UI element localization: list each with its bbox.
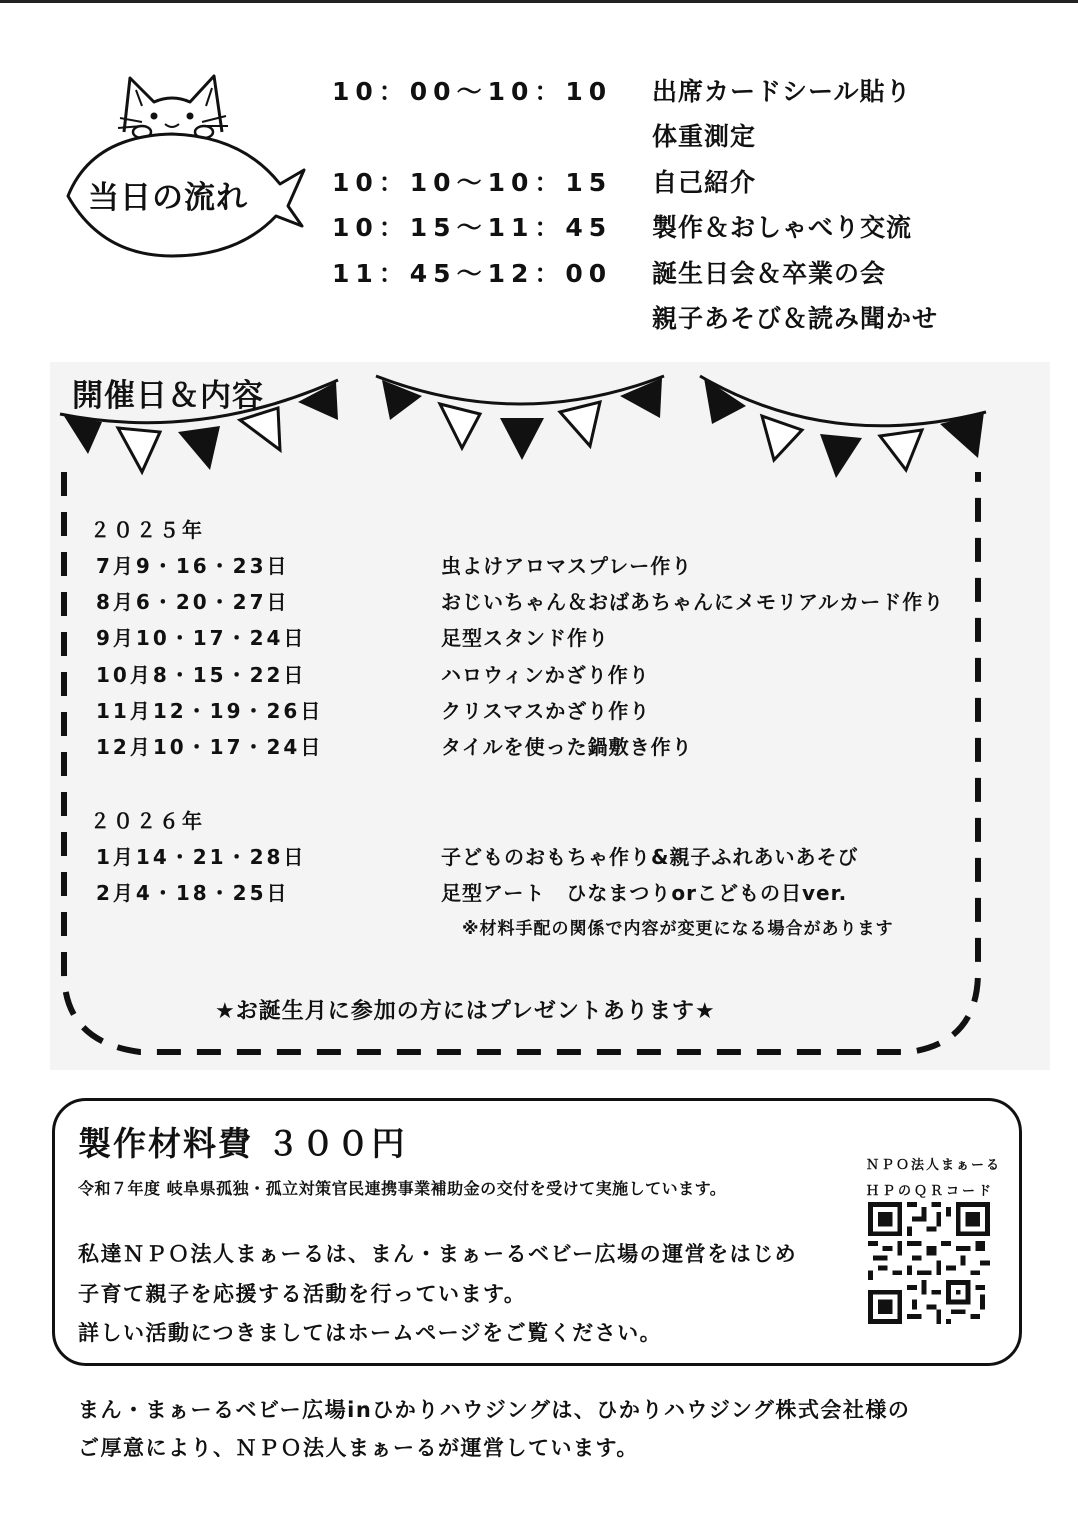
flow-time: 10：00～10：10 — [332, 77, 613, 106]
top-border — [0, 0, 1078, 3]
year-heading: ２０２６年 — [90, 809, 205, 833]
footer-line: まん・まぁーるベビー広場inひかりハウジングは、ひかりハウジング株式会社様の — [78, 1398, 911, 1422]
birthday-gift-notice: ★お誕生月に参加の方にはプレゼントあります★ — [215, 999, 716, 1024]
cat-fish-illustration — [62, 66, 312, 266]
org-description-line: 詳しい活動につきましてはホームページをご覧ください。 — [78, 1321, 663, 1345]
flow-activity: 自己紹介 — [652, 168, 757, 197]
schedule-content: おじいちゃん＆おばあちゃんにメモリアルカード作り — [441, 590, 945, 614]
flow-activity: 誕生日会＆卒業の会 — [652, 259, 887, 288]
subsidy-note: 令和７年度 岐阜県孤独・孤立対策官民連携事業補助金の交付を受けて実施しています。 — [78, 1179, 727, 1198]
schedule-dates: 9月10・17・24日 — [96, 626, 307, 650]
qr-caption: ＮＰＯ法人まぁーる — [866, 1158, 1002, 1173]
change-notice: ※材料手配の関係で内容が変更になる場合があります — [462, 919, 894, 939]
org-description-line: 私達ＮＰＯ法人まぁーるは、まん・まぁーるベビー広場の運営をはじめ — [78, 1242, 798, 1266]
schedule-dates: 8月6・20・27日 — [96, 590, 290, 614]
schedule-dates: 10月8・15・22日 — [96, 663, 307, 687]
schedule-dates: 7月9・16・23日 — [96, 554, 290, 578]
schedule-title: 開催日＆内容 — [72, 378, 264, 414]
flow-activity: 出席カードシール貼り — [652, 77, 912, 106]
schedule-dates: 1月14・21・28日 — [96, 845, 307, 869]
schedule-dates: 11月12・19・26日 — [96, 699, 324, 723]
schedule-content: タイルを使った鍋敷き作り — [441, 735, 693, 759]
schedule-content: 足型アート ひなまつりorこどもの日ver. — [441, 881, 848, 905]
schedule-content: 足型スタンド作り — [441, 626, 609, 650]
schedule-content: ハロウィンかざり作り — [441, 663, 650, 687]
qr-code-icon[interactable] — [868, 1202, 990, 1324]
flow-activity: 体重測定 — [652, 122, 757, 151]
schedule-dates: 2月4・18・25日 — [96, 881, 290, 905]
material-fee: 製作材料費 ３００円 — [78, 1124, 407, 1163]
schedule-content: クリスマスかざり作り — [441, 699, 651, 723]
flow-time: 10：10～10：15 — [332, 168, 613, 197]
schedule-dates: 12月10・17・24日 — [96, 735, 324, 759]
flow-title: 当日の流れ — [88, 180, 248, 216]
flow-time: 10：15～11：45 — [332, 213, 613, 242]
qr-caption: ＨＰのＱＲコード — [866, 1184, 995, 1199]
flow-time: 11：45～12：00 — [332, 259, 613, 288]
org-description-line: 子育て親子を応援する活動を行っています。 — [78, 1282, 527, 1306]
flow-activity: 製作＆おしゃべり交流 — [652, 213, 913, 242]
flow-activity: 親子あそび＆読み聞かせ — [652, 304, 939, 333]
footer-line: ご厚意により、ＮＰＯ法人まぁーるが運営しています。 — [78, 1436, 639, 1460]
year-heading: ２０２５年 — [90, 518, 205, 542]
schedule-content: 子どものおもちゃ作り&親子ふれあいあそび — [441, 845, 859, 869]
schedule-content: 虫よけアロマスプレー作り — [441, 554, 693, 578]
